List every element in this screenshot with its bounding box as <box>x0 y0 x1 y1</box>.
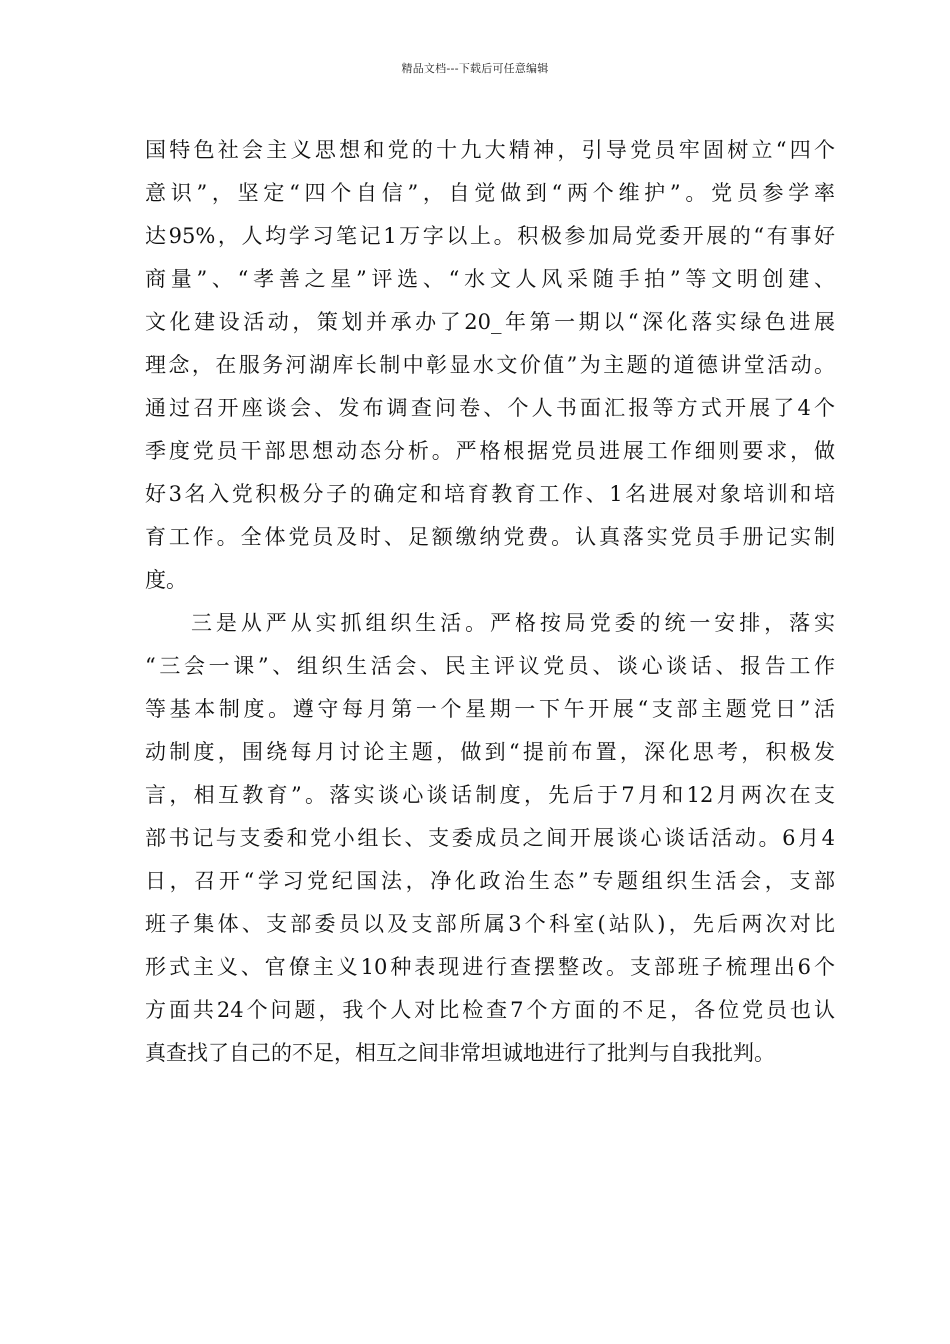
paragraph-2 <box>145 602 835 1075</box>
document-body <box>145 129 835 1075</box>
text-line: “三会一课”、组织生活会、民主评议党员、谈心谈话、报告工作 <box>145 654 835 678</box>
text-line: 动制度，围绕每月讨论主题，做到“提前布置，深化思考，积极发 <box>145 740 835 764</box>
text-line: 好3名入党积极分子的确定和培育教育工作、1名进展对象培训和培 <box>145 482 835 506</box>
text-line: 三是从严从实抓组织生活。严格按局党委的统一安排，落实 <box>191 611 835 635</box>
text-line: 意识”，坚定“四个自信”，自觉做到“两个维护”。党员参学率 <box>145 181 835 205</box>
paragraph-1 <box>145 129 835 602</box>
text-line: 方面共24个问题，我个人对比检查7个方面的不足，各位党员也认 <box>145 998 835 1022</box>
text-line: 理念，在服务河湖库长制中彰显水文价值”为主题的道德讲堂活动。 <box>145 353 835 377</box>
text-line: 达95%，人均学习笔记1万字以上。积极参加局党委开展的“有事好 <box>145 224 835 248</box>
page-header: 精品文档---下载后可任意编辑 <box>401 62 549 75</box>
text-line: 言，相互教育”。落实谈心谈话制度，先后于7月和12月两次在支 <box>145 783 835 807</box>
text-line: 季度党员干部思想动态分析。严格根据党员进展工作细则要求，做 <box>145 439 835 463</box>
text-line: 等基本制度。遵守每月第一个星期一下午开展“支部主题党日”活 <box>145 697 835 721</box>
text-line: 育工作。全体党员及时、足额缴纳党费。认真落实党员手册记实制 <box>145 525 835 549</box>
text-line: 度。 <box>145 568 187 592</box>
text-line: 形式主义、官僚主义10种表现进行查摆整改。支部班子梳理出6个 <box>145 955 835 979</box>
text-line: 真查找了自己的不足，相互之间非常坦诚地进行了批判与自我批判。 <box>145 1041 775 1065</box>
text-line: 通过召开座谈会、发布调查问卷、个人书面汇报等方式开展了4个 <box>145 396 835 420</box>
text-line: 文化建设活动，策划并承办了20_年第一期以“深化落实绿色进展 <box>145 310 835 334</box>
text-line: 商量”、“孝善之星”评选、“水文人风采随手拍”等文明创建、 <box>145 267 835 291</box>
text-line: 部书记与支委和党小组长、支委成员之间开展谈心谈话活动。6月4 <box>145 826 835 850</box>
text-line: 班子集体、支部委员以及支部所属3个科室(站队)，先后两次对比 <box>145 912 835 936</box>
text-line: 国特色社会主义思想和党的十九大精神，引导党员牢固树立“四个 <box>145 138 835 162</box>
text-line: 日，召开“学习党纪国法，净化政治生态”专题组织生活会，支部 <box>145 869 835 893</box>
